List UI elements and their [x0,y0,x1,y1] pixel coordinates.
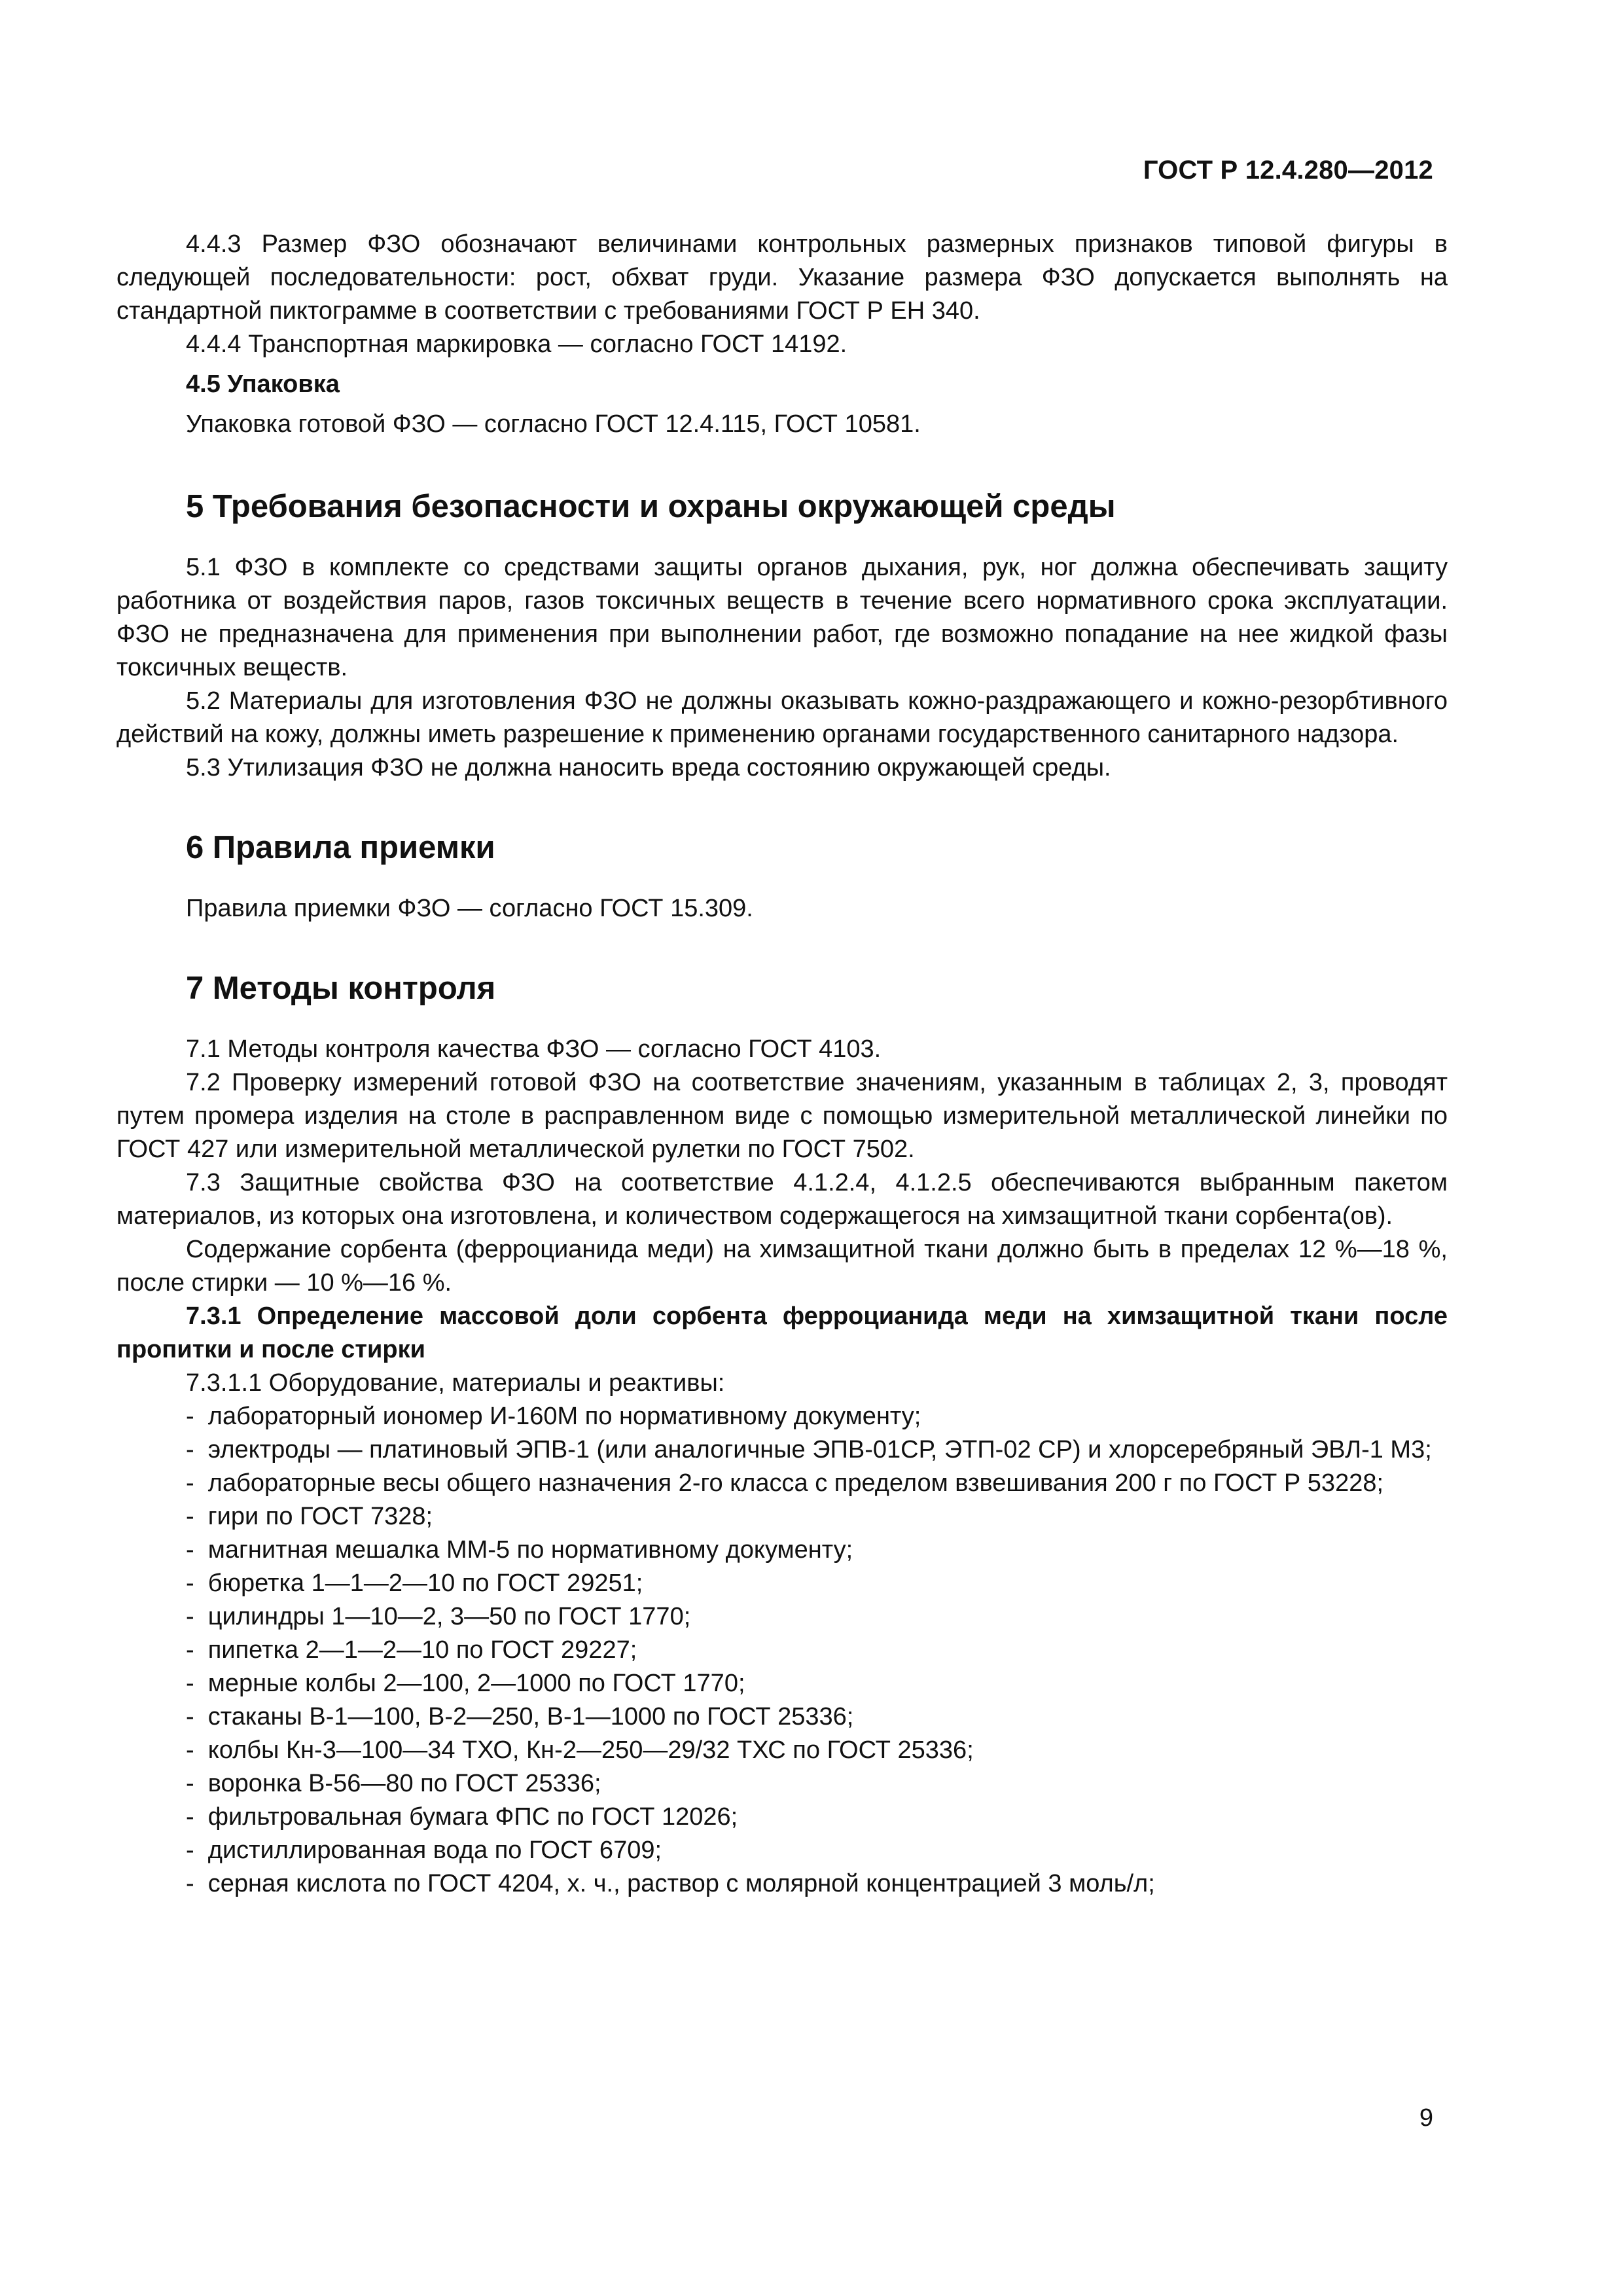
paragraph-7-3-1-1: 7.3.1.1 Оборудование, материалы и реактивы: [186,1369,725,1397]
list-item: - цилиндры 1—10—2, 3—50 по ГОСТ 1770; [116,1600,1448,1634]
subsection-heading-4-5: 4.5 Упаковка [186,370,340,398]
paragraph-7-2: 7.2 Проверку измерений готовой ФЗО на соответствие значениям, указанным в таблицах 2, 3, проводят путем промера изделия на столе в расправленном виде с помощью измерительной металлической линейки по ГОСТ 427 или измерительной металлической рулетки по ГОСТ 7502. [116,1069,1448,1163]
paragraph-7-3-sorbent: Содержание сорбента (ферроцианида меди) на химзащитной ткани должно быть в пределах 12 %—18 %, после стирки — 10 %—16 %. [116,1236,1448,1297]
list-item: - магнитная мешалка ММ-5 по нормативному документу; [116,1534,1448,1567]
list-item: - гири по ГОСТ 7328; [116,1500,1448,1534]
list-item: - лабораторный иономер И-160М по нормативному документу; [116,1400,1448,1433]
paragraph-7-3: 7.3 Защитные свойства ФЗО на соответствие 4.1.2.4, 4.1.2.5 обеспечиваются выбранным пакетом материалов, из которых она изготовлена, и количеством содержащегося на химзащитной ткани сорбента(ов). [116,1169,1448,1230]
list-item: - пипетка 2—1—2—10 по ГОСТ 29227; [116,1634,1448,1667]
list-item: - дистиллированная вода по ГОСТ 6709; [116,1834,1448,1867]
list-item: - воронка В-56—80 по ГОСТ 25336; [116,1767,1448,1801]
paragraph-4-4-4: 4.4.4 Транспортная маркировка — согласно ГОСТ 14192. [186,331,847,358]
list-item: - фильтровальная бумага ФПС по ГОСТ 12026; [116,1801,1448,1834]
subsection-heading-7-3-1: 7.3.1 Определение массовой доли сорбента ферроцианида меди на химзащитной ткани после пропитки и после стирки [116,1302,1448,1363]
list-item: - серная кислота по ГОСТ 4204, х. ч., раствор с молярной концентрацией 3 моль/л; [116,1867,1448,1901]
list-item: - лабораторные весы общего назначения 2-го класса с пределом взвешивания 200 г по ГОСТ Р 53228; [116,1467,1448,1500]
page-content [116,228,1448,1901]
list-item: - бюретка 1—1—2—10 по ГОСТ 29251; [116,1567,1448,1600]
paragraph-4-4-3: 4.4.3 Размер ФЗО обозначают величинами контрольных размерных признаков типовой фигуры в следующей последовательности: рост, обхват груди. Указание размера ФЗО допускается выполнять на стандартной пиктограмме в соответствии с требованиями ГОСТ Р ЕН 340. [116,230,1448,325]
list-item: - колбы Кн-3—100—34 ТХО, Кн-2—250—29/32 ТХС по ГОСТ 25336; [116,1734,1448,1767]
paragraph-5-2: 5.2 Материалы для изготовления ФЗО не должны оказывать кожно-раздражающего и кожно-резорбтивного действий на кожу, должны иметь разрешение к применению органами государственного санитарного надзора. [116,687,1448,748]
list-item: - стаканы В-1—100, В-2—250, В-1—1000 по ГОСТ 25336; [116,1700,1448,1734]
section-heading-6: 6 Правила приемки [186,830,495,865]
paragraph-6: Правила приемки ФЗО — согласно ГОСТ 15.309. [186,895,753,922]
list-item: - мерные колбы 2—100, 2—1000 по ГОСТ 1770; [116,1667,1448,1700]
paragraph-4-5: Упаковка готовой ФЗО — согласно ГОСТ 12.4.115, ГОСТ 10581. [186,410,921,438]
section-heading-7: 7 Методы контроля [186,971,496,1006]
paragraph-7-1: 7.1 Методы контроля качества ФЗО — согласно ГОСТ 4103. [186,1035,882,1063]
section-heading-5: 5 Требования безопасности и охраны окружающей среды [186,489,1116,524]
document-code-header: ГОСТ Р 12.4.280—2012 [1143,156,1433,185]
list-item: - электроды — платиновый ЭПВ-1 (или аналогичные ЭПВ-01СР, ЭТП-02 СР) и хлорсеребряный ЭВЛ-1 М3; [116,1433,1448,1467]
paragraph-5-1: 5.1 ФЗО в комплекте со средствами защиты органов дыхания, рук, ног должна обеспечивать защиту работника от воздействия паров, газов токсичных веществ в течение всего нормативного срока эксплуатации. ФЗО не предназначена для применения при выполнении работ, где возможно попадание на нее жидкой фазы токсичных веществ. [116,554,1448,681]
page-number: 9 [1419,2104,1433,2132]
paragraph-5-3: 5.3 Утилизация ФЗО не должна наносить вреда состоянию окружающей среды. [186,754,1111,781]
equipment-list [116,1400,1448,1901]
